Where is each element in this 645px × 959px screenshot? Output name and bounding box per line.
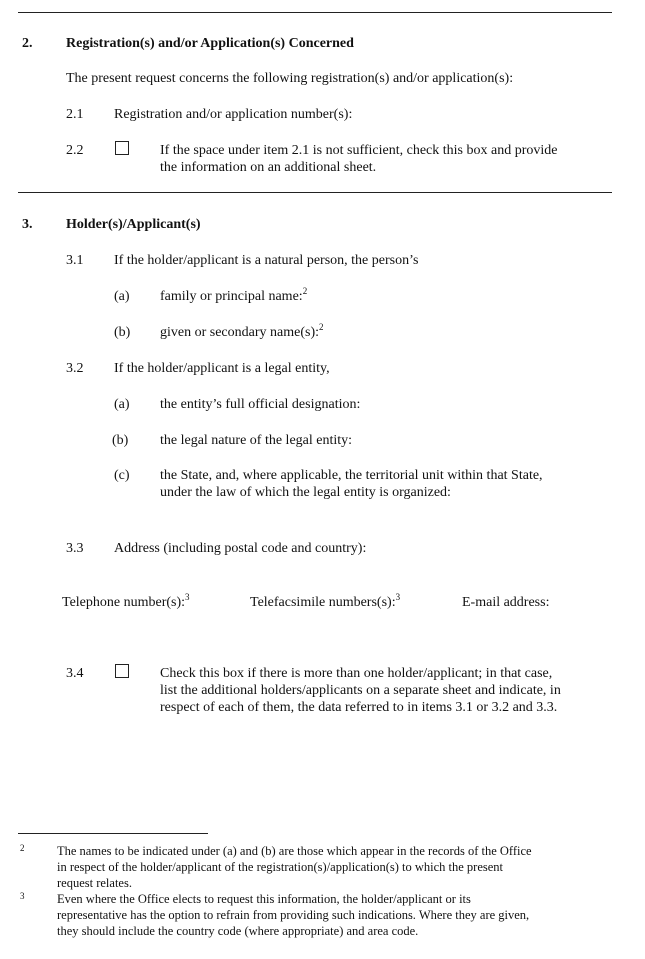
footnote-ref: 3 [185, 592, 190, 602]
item-3-1-a-label: (a) [114, 289, 130, 304]
footnote-2-line2: in respect of the holder/applicant of the registration(s)/application(s) to which the present [57, 860, 504, 874]
telefacsimile-label [250, 594, 400, 611]
telefacsimile-text: Telefacsimile numbers(s): [250, 595, 396, 610]
item-3-2-b-label: (b) [112, 433, 129, 448]
item-3-4-line1: Check this box if there is more than one holder/applicant; in that case, [160, 666, 553, 681]
footnote-3-marker: 3 [20, 891, 25, 901]
footnote-separator [18, 833, 208, 834]
section-2-intro: The present request concerns the following registration(s) and/or application(s): [66, 71, 514, 86]
footnote-2-marker: 2 [20, 843, 25, 853]
email-label: E-mail address: [462, 595, 550, 610]
item-3-2-c-label: (c) [114, 468, 130, 483]
section-divider [18, 192, 612, 193]
footnote-3-line2: representative has the option to refrain from providing such indications. Where they are given, [57, 908, 530, 922]
item-3-2-c-line2: under the law of which the legal entity is organized: [160, 485, 451, 500]
item-3-2-text: If the holder/applicant is a legal entity, [114, 361, 330, 376]
telephone-label [62, 594, 190, 611]
item-3-4-line2: list the additional holders/applicants on a separate sheet and indicate, in [160, 683, 561, 698]
item-3-4-number: 3.4 [66, 666, 84, 681]
item-3-1-b-label: (b) [114, 325, 131, 340]
item-3-3-text: Address (including postal code and country): [114, 541, 367, 556]
footnote-2-line3: request relates. [57, 876, 132, 890]
item-3-3-number: 3.3 [66, 541, 84, 556]
item-2-2-checkbox[interactable] [115, 141, 129, 155]
footnote-2-line1: The names to be indicated under (a) and (b) are those which appear in the records of the Office [57, 844, 532, 858]
footnote-3-line1: Even where the Office elects to request this information, the holder/applicant or its [57, 892, 471, 906]
item-2-2-line2: the information on an additional sheet. [160, 160, 377, 175]
telephone-text: Telephone number(s): [62, 595, 186, 610]
footnote-3-line3: they should include the country code (where appropriate) and area code. [57, 924, 419, 938]
footnote-ref: 2 [319, 322, 324, 332]
footnote-ref: 3 [395, 592, 401, 602]
footnote-ref: 2 [302, 286, 308, 296]
top-divider [18, 12, 612, 13]
item-3-1-b-text [160, 324, 324, 341]
section-2-number: 2. [22, 36, 33, 51]
family-name-label: family or principal name: [160, 289, 303, 304]
item-2-1-text: Registration and/or application number(s): [114, 107, 353, 122]
section-3-title: Holder(s)/Applicant(s) [66, 217, 201, 232]
item-3-1-text: If the holder/applicant is a natural person, the person’s [114, 253, 419, 268]
item-3-2-c-line1: the State, and, where applicable, the territorial unit within that State, [160, 468, 543, 483]
item-3-2-number: 3.2 [66, 361, 84, 376]
item-2-1-number: 2.1 [66, 107, 84, 122]
section-2-title: Registration(s) and/or Application(s) Concerned [66, 36, 354, 51]
item-3-4-checkbox[interactable] [115, 664, 129, 678]
item-3-1-number: 3.1 [66, 253, 84, 268]
section-3-number: 3. [22, 217, 33, 232]
item-3-2-a-text: the entity’s full official designation: [160, 397, 361, 412]
item-3-2-b-text: the legal nature of the legal entity: [160, 433, 353, 448]
given-name-label: given or secondary name(s): [160, 325, 319, 340]
item-3-2-a-label: (a) [114, 397, 130, 412]
item-3-4-line3: respect of each of them, the data referred to in items 3.1 or 3.2 and 3.3. [160, 700, 558, 715]
item-3-1-a-text [160, 288, 307, 305]
item-2-2-number: 2.2 [66, 143, 84, 158]
item-2-2-line1: If the space under item 2.1 is not sufficient, check this box and provide [160, 143, 558, 158]
